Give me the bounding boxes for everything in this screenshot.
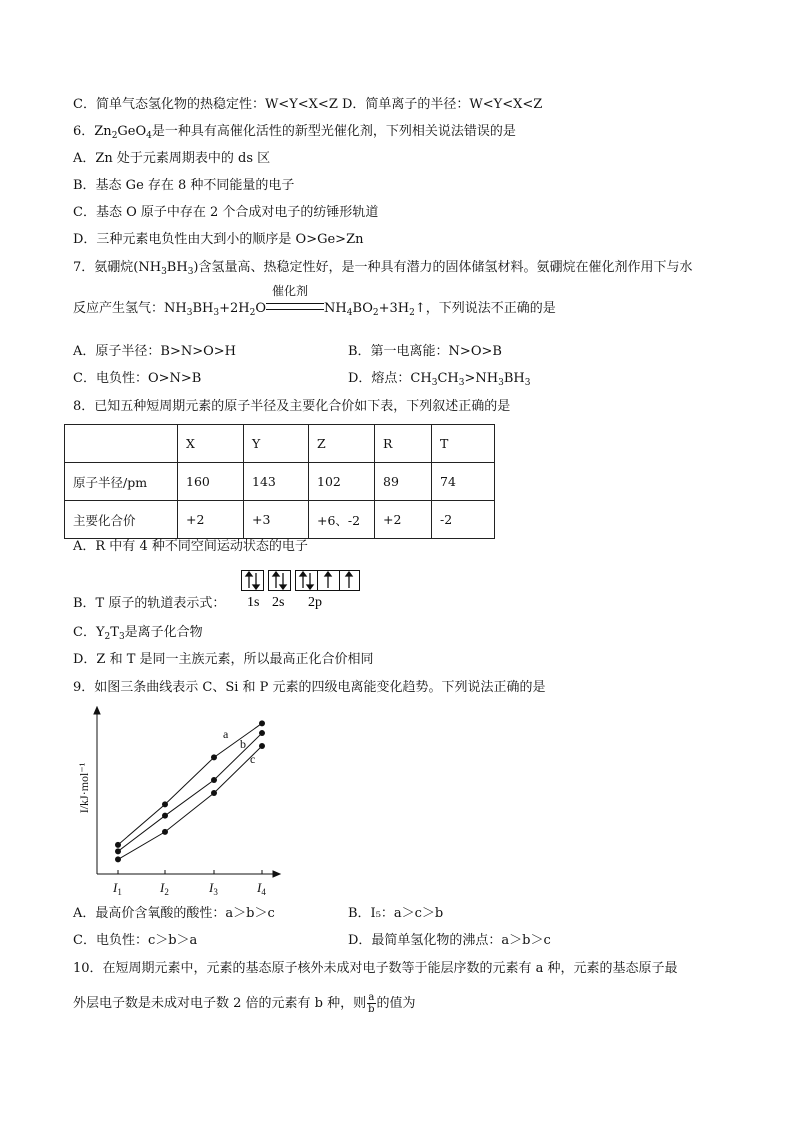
table-cell: 160 <box>178 463 244 501</box>
orbital-box-1s <box>242 571 264 591</box>
x-axis-arrow <box>273 871 280 877</box>
q7-stem-line1: 7．氨硼烷$(NH_3BH_3)$含氢量高、热稳定性好，是一种具有潜力的固体储氢材料。氨硼烷在催化剂作用下与水 <box>73 260 693 277</box>
q9-option-c: C．电负性：c＞b＞a <box>73 933 198 948</box>
table-cell: 74 <box>432 463 495 501</box>
orbital-box-2s <box>269 571 291 591</box>
data-point-b <box>259 730 265 736</box>
table-cell: +6、-2 <box>309 501 375 539</box>
q7-option-d: D．熔点：$CH_3CH_3>NH_3BH_3$ <box>348 371 531 388</box>
orbital-box-2p-1 <box>296 571 318 591</box>
q6-option-d: D．三种元素电负性由大到小的顺序是 O>Ge>Zn <box>73 232 364 247</box>
q6-option-c: C．基态 O 原子中存在 2 个合成对电子的纺锤形轨道 <box>73 205 379 220</box>
q6-stem: 6．$Zn_2GeO_4$是一种具有高催化活性的新型光催化剂，下列相关说法错误的是 <box>73 124 516 141</box>
table-cell <box>65 425 178 463</box>
table-header-row <box>65 425 495 463</box>
q8-option-d: D．Z 和 T 是同一主族元素，所以最高正化合价相同 <box>73 652 374 667</box>
table-cell: 89 <box>375 463 432 501</box>
q8-option-b: B．T 原子的轨道表示式： <box>73 596 226 611</box>
series-line-c <box>118 746 262 859</box>
q7-option-a: A．原子半径：B>N>O>H <box>73 344 236 359</box>
q9-option-d: D．最简单氢化物的沸点：a＞b＞c <box>348 933 551 948</box>
orbital-diagram <box>241 570 361 610</box>
data-point-a <box>162 801 168 807</box>
data-point-a <box>211 754 217 760</box>
q9-option-a: A．最高价含氧酸的酸性：a＞b＞c <box>73 906 275 921</box>
catalyst-label: 催化剂 <box>272 284 309 298</box>
x-tick-label: $I_2$ <box>160 880 169 897</box>
ionization-energy-chart <box>75 706 285 902</box>
data-point-b <box>162 813 168 819</box>
data-point-c <box>211 790 217 796</box>
q6-option-b: B．基态 Ge 存在 8 种不同能量的电子 <box>73 178 295 193</box>
q9-stem: 9．如图三条曲线表示 C、Si 和 P 元素的四级电离能变化趋势。下列说法正确的是 <box>73 680 546 695</box>
catalyst-arrow <box>266 284 324 318</box>
y-axis-label: I/kJ·mol⁻¹ <box>77 762 91 814</box>
table-row <box>65 501 495 539</box>
table-cell: -2 <box>432 501 495 539</box>
q6-option-a: A．Zn 处于元素周期表中的 ds 区 <box>73 151 271 166</box>
table-cell: 102 <box>309 463 375 501</box>
data-point-c <box>259 743 265 749</box>
table-cell: +2 <box>375 501 432 539</box>
q10-stem-line1: 10．在短周期元素中，元素的基态原子核外未成对电子数等于能层序数的元素有 a 种，元素的基态原子最 <box>73 961 678 976</box>
q8-stem: 8．已知五种短周期元素的原子半径及主要化合价如下表，下列叙述正确的是 <box>73 399 511 414</box>
q7-option-b: B．第一电离能：N>O>B <box>348 344 502 359</box>
fraction-a-over-b: $\frac{a}{b}$ <box>368 992 375 1015</box>
table-cell: T <box>432 425 495 463</box>
orbital-label-2s: 2s <box>272 595 285 610</box>
table-cell: Y <box>244 425 309 463</box>
data-point-c <box>162 829 168 835</box>
q7-stem-line2: 反应产生氢气：$NH_3BH_3+2H_2O$ 催化剂 $NH_4BO_2+3H_2↑$，下列说法不正确的是 <box>73 284 556 318</box>
x-tick-label: $I_3$ <box>209 880 218 897</box>
data-point-a <box>259 720 265 726</box>
table-cell: X <box>178 425 244 463</box>
table-cell: +2 <box>178 501 244 539</box>
series-label-c: c <box>250 752 256 766</box>
table-cell: 原子半径/pm <box>65 463 178 501</box>
table-cell: 143 <box>244 463 309 501</box>
table-row <box>65 463 495 501</box>
data-point-b <box>115 848 121 854</box>
series-label-b: b <box>240 737 246 751</box>
orbital-label-1s: 1s <box>247 595 260 610</box>
x-tick-label: $I_1$ <box>113 880 122 897</box>
element-table <box>64 424 495 539</box>
table-cell: +3 <box>244 501 309 539</box>
series-label-a: a <box>223 727 229 741</box>
table-cell: Z <box>309 425 375 463</box>
table-cell: R <box>375 425 432 463</box>
y-axis-arrow <box>94 707 100 714</box>
orbital-label-2p: 2p <box>308 595 322 610</box>
data-point-b <box>211 777 217 783</box>
data-point-a <box>115 842 121 848</box>
q8-option-a: A．R 中有 4 种不同空间运动状态的电子 <box>73 539 308 554</box>
q5-option-d: D．简单离子的半径：W<Y<X<Z <box>342 97 543 112</box>
q7-option-c: C．电负性：O>N>B <box>73 371 202 386</box>
table-cell: 主要化合价 <box>65 501 178 539</box>
q8-option-c: C．$Y_2T_3$是离子化合物 <box>73 625 203 642</box>
data-point-c <box>115 856 121 862</box>
q5-option-c: C．简单气态氢化物的热稳定性：W<Y<X<Z <box>73 97 338 112</box>
q10-stem-line2: 外层电子数是未成对电子数 2 倍的元素有 b 种，则 $\frac{a}{b}$ 的值为 <box>73 992 416 1015</box>
q5-option-cd <box>73 96 542 114</box>
q9-option-b: B．I₅：a＞c＞b <box>348 906 444 921</box>
x-tick-label: $I_4$ <box>257 880 266 897</box>
